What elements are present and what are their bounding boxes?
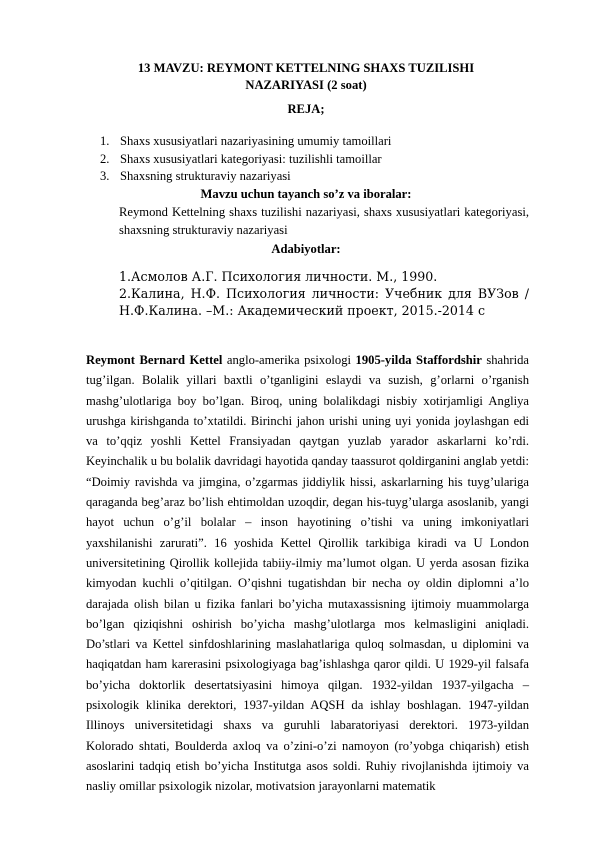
plan-item xyxy=(100,133,530,151)
person-name: Reymont Bernard Kettel xyxy=(86,353,223,367)
literature-item: 2.Калина, Н.Ф. Психология личности: Учебник для ВУЗов / Н.Ф.Калина. –М.: Академический проект, 2015.-2014 с xyxy=(119,286,529,318)
title-line-1: 13 MAVZU: REYMONT KETTELNING SHAXS TUZILISHI xyxy=(137,61,475,75)
body-text-part-2: shahrida tug’ilgan. Bolalik yillari baxtli o’tganligini eslaydi va suzish, g’orlarni o’rganish mashg’ulotlariga boy bo’lgan. Biroq, uning bolalikdagi nisbiy xotirjamligi Angliya urushga kirishganda to’xtatildi. Birinchi jahon urishi uning uyi yonida joylashgan edi va to’qqiz yoshli Kettel Fransiyadan qaytgan yuzlab yarador askarlarni ko’rdi. Keyinchalik u bu bolalik davridagi hayotida qanday taassurot qoldirganini anglab yetdi: “Doimiy ravishda va jimgina, o’zgarmas jiddiylik hissi, askarlarning his tuyg’ulariga qaraganda beg’araz bo’lish ehtimoldan uzoqdir, degan his-tuyg’ularga asoslanib, yangi hayot uchun o’g’il bolalar – inson hayotining o’tishi va uning imkoniyatlari yaxshilanishi zarurati”. 16 yoshida Kettel Qirollik tarkibiga kiradi va U London universitetining Qirollik kollejida tabiiy-ilmiy ma’lumot olgan. U yerda asosan fizika kimyodan kuchli o’qitilgan. O’qishni tugatishdan bir necha oy oldin diplomni a’lo darajada olish bilan u fizika fanlari bo’yicha mutaxassisning ijtimoiy muammolarga bo’lgan qiziqishni oshirish bo’yicha mashg’ulotlarga mos kelmasligini aniqladi. Do’stlari va Kettel sinfdoshlarining maslahatlariga quloq solmasdan, u diplomini va haqiqatdan ham karerasini psixologiyaga bag’ishlashga qaror qildi. U 1929-yil falsafa bo’yicha doktorlik desertatsiyasini himoya qilgan. 1932-yildan 1937-yilgacha – psixologik klinika derektori, 1937-yildan AQSH da ishlay boshlagan. 1947-yildan Illinoys universitetidagi shaxs va guruhli labaratoriyasi derektori. 1973-yildan Kolorado shtati, Boulderda axloq va o’zini-o’zi namoyon (ro’yobga chiqarish) etish asoslarini tadqiq etish bo’yicha Institutga asos soldi. Ruhiy rivojlanishda ijtimoiy va nasliy omillar psixologik nizolar, motivatsion jarayonlarni matematik xyxy=(86,353,529,794)
plan-heading: REJA; xyxy=(287,102,325,116)
body-paragraph xyxy=(86,350,529,797)
plan-item-text: Shaxsning strukturaviy nazariyasi xyxy=(120,169,291,183)
plan-item-number: 3. xyxy=(100,169,110,183)
plan-item xyxy=(100,168,530,186)
body-text-part-1: anglo-amerika psixologi xyxy=(222,353,356,367)
literature-item: 1.Асмолов А.Г. Психология личности. М., 1990. xyxy=(119,269,438,284)
plan-item xyxy=(100,151,530,169)
plan-item-text: Shaxs xususiyatlari kategoriyasi: tuzilishli tamoillar xyxy=(120,151,382,166)
plan-list xyxy=(100,133,530,186)
keywords-text: Reymond Kettelning shaxs tuzilishi nazariyasi, shaxs xususiyatlari kategoriyasi, shaxsning strukturaviy nazariyasi xyxy=(119,205,529,237)
plan-item-text: Shaxs xususiyatlari nazariyasining umumiy tamoillari xyxy=(120,134,392,148)
title-line-2: NAZARIYASI (2 soat) xyxy=(245,78,367,92)
plan-item-number: 2. xyxy=(100,151,110,166)
keywords-heading: Mavzu uchun tayanch so’z va iboralar: xyxy=(200,187,412,201)
literature-heading: Adabiyotlar: xyxy=(271,242,341,256)
plan-item-number: 1. xyxy=(100,134,110,148)
birth-year-place: 1905-yilda Staffordshir xyxy=(355,353,482,367)
literature-list xyxy=(119,268,529,319)
page-title xyxy=(86,60,526,94)
